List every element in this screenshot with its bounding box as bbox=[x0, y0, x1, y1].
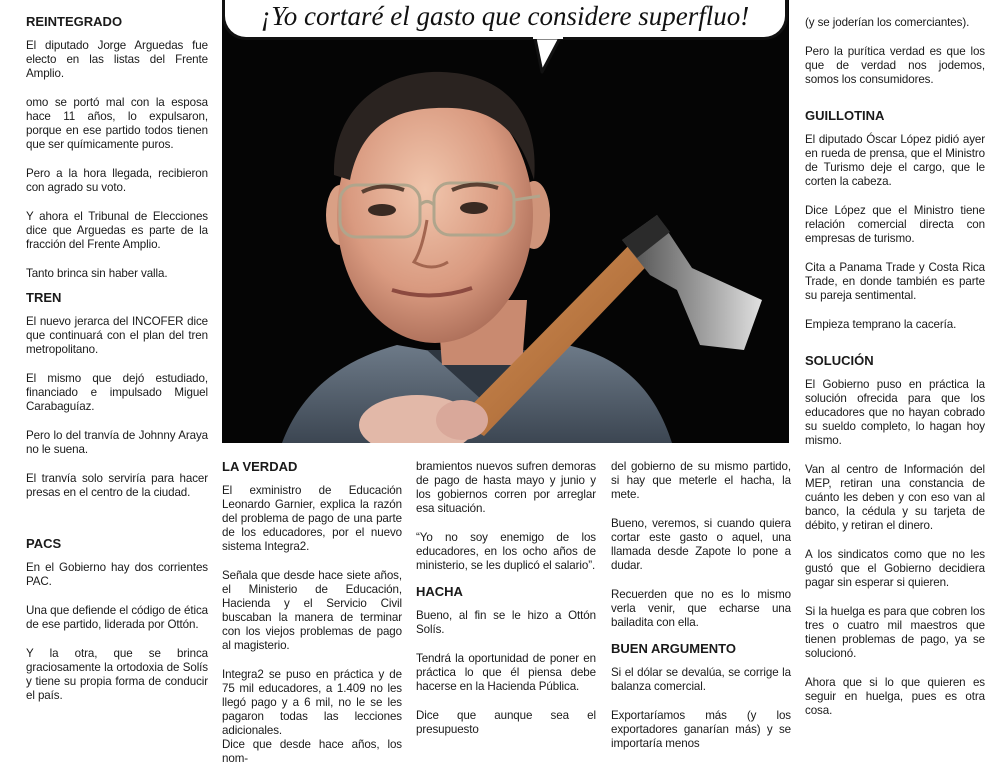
paragraph: Recuerden que no es lo mismo verla venir, que echarse una bailadita con ella. bbox=[611, 588, 791, 629]
column-right bbox=[805, 16, 985, 735]
paragraph: El nuevo jerarca del INCOFER dice que continuará con el plan del tren metropolitano. bbox=[26, 315, 208, 356]
paragraph: Y ahora el Tribunal de Elecciones dice que Arguedas es parte de la fracción del Frente Amplio. bbox=[26, 210, 208, 251]
paragraph: El diputado Óscar López pidió ayer en rueda de prensa, que el Ministro de Turismo deje el cargo, que le corten la cabeza. bbox=[805, 133, 985, 188]
paragraph: Integra2 se puso en práctica y de 75 mil educadores, a 1.409 no les llegó pago y a 6 mil, no le se les pagaron todas las lecciones adicionales. bbox=[222, 668, 402, 737]
paragraph: Tanto brinca sin haber valla. bbox=[26, 267, 168, 280]
paragraph: bramientos nuevos sufren demoras de pago de hasta mayo y junio y los gobiernos corren por arreglar esa situación. bbox=[416, 460, 596, 515]
section-reintegrado bbox=[26, 15, 208, 281]
section-title: HACHA bbox=[416, 584, 463, 599]
paragraph: En el Gobierno hay dos corrientes PAC. bbox=[26, 561, 208, 588]
paragraph: “Yo no soy enemigo de los educadores, en los ocho años de ministerio, se les duplicó el salario”. bbox=[416, 531, 596, 572]
paragraph: Van al centro de Información del MEP, retiran una constancia de cuánto les deben y con eso van al banco, la cédula y su tarjeta de débito, y retiran el dinero. bbox=[805, 463, 985, 532]
section-title: SOLUCIÓN bbox=[805, 353, 874, 368]
man-with-axe-illustration bbox=[222, 0, 789, 443]
column-hacha bbox=[416, 460, 596, 735]
paragraph: omo se portó mal con la esposa hace 11 años, lo expulsaron, porque en ese partido todos tienen que ser químicamente puros. bbox=[26, 96, 208, 151]
section-title: TREN bbox=[26, 290, 62, 305]
section-title: PACS bbox=[26, 536, 62, 551]
cover-photo bbox=[222, 0, 789, 443]
paragraph: Si la huelga es para que cobren los tres o cuatro mil maestros que tienen problemas de pago, ya se solucionó. bbox=[805, 605, 985, 660]
paragraph: Y la otra, que se brinca graciosamente la ortodoxia de Solís y tiene su propia forma de conducir el país. bbox=[26, 647, 208, 702]
section-pacs bbox=[26, 537, 208, 703]
paragraph: El tranvía solo serviría para hacer presas en el centro de la ciudad. bbox=[26, 472, 208, 499]
paragraph: (y se joderían los comerciantes). bbox=[805, 16, 970, 29]
speech-bubble bbox=[222, 0, 788, 40]
paragraph: El Gobierno puso en práctica la solución ofrecida para que los educadores que no hayan cobrado su sueldo completo, lo hagan hoy mismo. bbox=[805, 378, 985, 447]
paragraph: Tendrá la oportunidad de poner en práctica lo que él piensa debe hacerse en la Hacienda Pública. bbox=[416, 652, 596, 693]
paragraph: Dice que desde hace años, los nom- bbox=[222, 738, 402, 765]
paragraph: Bueno, al fin se le hizo a Ottón Solís. bbox=[416, 609, 596, 636]
paragraph: Una que defiende el código de ética de ese partido, liderada por Ottón. bbox=[26, 604, 208, 631]
paragraph: Pero a la hora llegada, recibieron con agrado su voto. bbox=[26, 167, 208, 194]
paragraph: del gobierno de su mismo partido, si hay que meterle el hacha, la mete. bbox=[611, 460, 791, 501]
quote-text: ¡Yo cortaré el gasto que considere superfluo! bbox=[260, 1, 750, 31]
paragraph: El exministro de Educación Leonardo Garnier, explica la razón del problema de pago de una parte de los educadores, por el nuevo sistema Integra2. bbox=[222, 484, 402, 553]
column-la-verdad bbox=[222, 459, 402, 765]
paragraph: Dice que aunque sea el presupuesto bbox=[416, 709, 596, 736]
paragraph: Cita a Panama Trade y Costa Rica Trade, en donde también es parte su pareja sentimental. bbox=[805, 261, 985, 302]
section-tren bbox=[26, 291, 208, 500]
column-left bbox=[26, 15, 208, 735]
paragraph: Exportaríamos más (y los exportadores ganarían más) y se importaría menos bbox=[611, 709, 791, 750]
paragraph: Ahora que si lo que quieren es seguir en huelga, pues es otra cosa. bbox=[805, 676, 985, 717]
paragraph: Pero la purítica verdad es que los que de verdad nos jodemos, somos los consumidores. bbox=[805, 45, 985, 86]
paragraph: Bueno, veremos, si cuando quiera cortar este gasto o aquel, una llamada desde Zapote lo pone a dudar. bbox=[611, 517, 791, 572]
paragraph: Empieza temprano la cacería. bbox=[805, 318, 957, 331]
paragraph: El mismo que dejó estudiado, financiado e impulsado Miguel Carabaguíaz. bbox=[26, 372, 208, 413]
section-title: GUILLOTINA bbox=[805, 108, 885, 123]
paragraph: Si el dólar se devalúa, se corrige la balanza comercial. bbox=[611, 666, 791, 693]
paragraph: Pero lo del tranvía de Johnny Araya no le suena. bbox=[26, 429, 208, 456]
section-title: BUEN ARGUMENTO bbox=[611, 641, 736, 656]
paragraph: El diputado Jorge Arguedas fue electo en las listas del Frente Amplio. bbox=[26, 39, 208, 80]
section-title: REINTEGRADO bbox=[26, 14, 123, 29]
section-solucion bbox=[805, 354, 985, 718]
paragraph: Señala que desde hace siete años, el Ministerio de Educación, Hacienda y el Servicio Civil buscaban la manera de terminar con los viejos problemas de pago al magisterio. bbox=[222, 569, 402, 652]
section-title: LA VERDAD bbox=[222, 459, 298, 474]
column-buen-argumento bbox=[611, 460, 791, 750]
section-guillotina bbox=[805, 109, 985, 332]
paragraph: Dice López que el Ministro tiene relación comercial directa con empresas de turismo. bbox=[805, 204, 985, 245]
paragraph: A los sindicatos como que no les gustó que el Gobierno decidiera pagar sin esperar si quieren. bbox=[805, 548, 985, 589]
